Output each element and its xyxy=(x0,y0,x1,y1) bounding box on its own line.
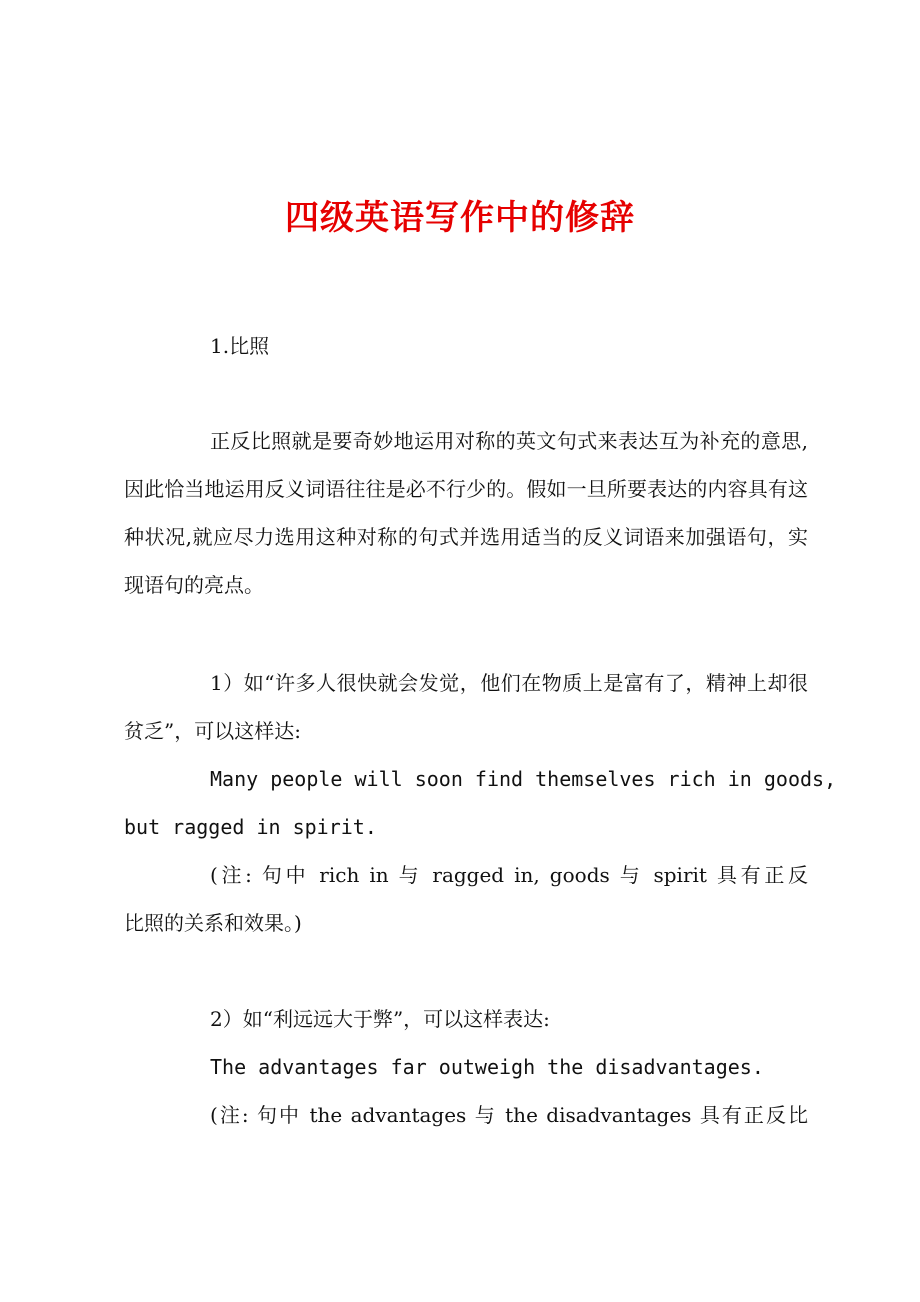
section-heading: 1.比照 xyxy=(210,334,270,358)
example1-english-text1: Many people will soon find themselves rich in goods, xyxy=(210,767,837,791)
example1-note-line1 xyxy=(210,851,808,899)
example2-note-text: (注: 句中 the advantages 与 the disadvantages 具有正反比 xyxy=(210,1103,808,1127)
example1-prompt: 1）如“许多人很快就会发觉，他们在物质上是富有了，精神上却很贫乏”，可以这样达: xyxy=(124,671,808,743)
example2-prompt: 2）如“利远远大于弊”，可以这样表达: xyxy=(210,1007,550,1031)
example2-note-line xyxy=(210,1091,808,1139)
example1-english-line2: but ragged in spirit. xyxy=(124,815,377,839)
intro-paragraph: 正反比照就是要奇妙地运用对称的英文句式来表达互为补充的意思,因此恰当地运用反义词语往往是必不行少的。假如一旦所要表达的内容具有这种状况,就应尽力选用这种对称的句式并选用适当的反义词语来加强语句，实现语句的亮点。 xyxy=(124,429,808,597)
example1-note-text1: (注: 句中 rich in 与 ragged in, goods 与 spirit 具有正反 xyxy=(210,863,808,887)
document-title: 四级英语写作中的修辞 xyxy=(285,198,635,238)
example1-note-line2: 比照的关系和效果。) xyxy=(124,911,302,935)
example1-english-line1 xyxy=(210,755,837,803)
example2-english: The advantages far outweigh the disadvantages. xyxy=(210,1055,764,1079)
